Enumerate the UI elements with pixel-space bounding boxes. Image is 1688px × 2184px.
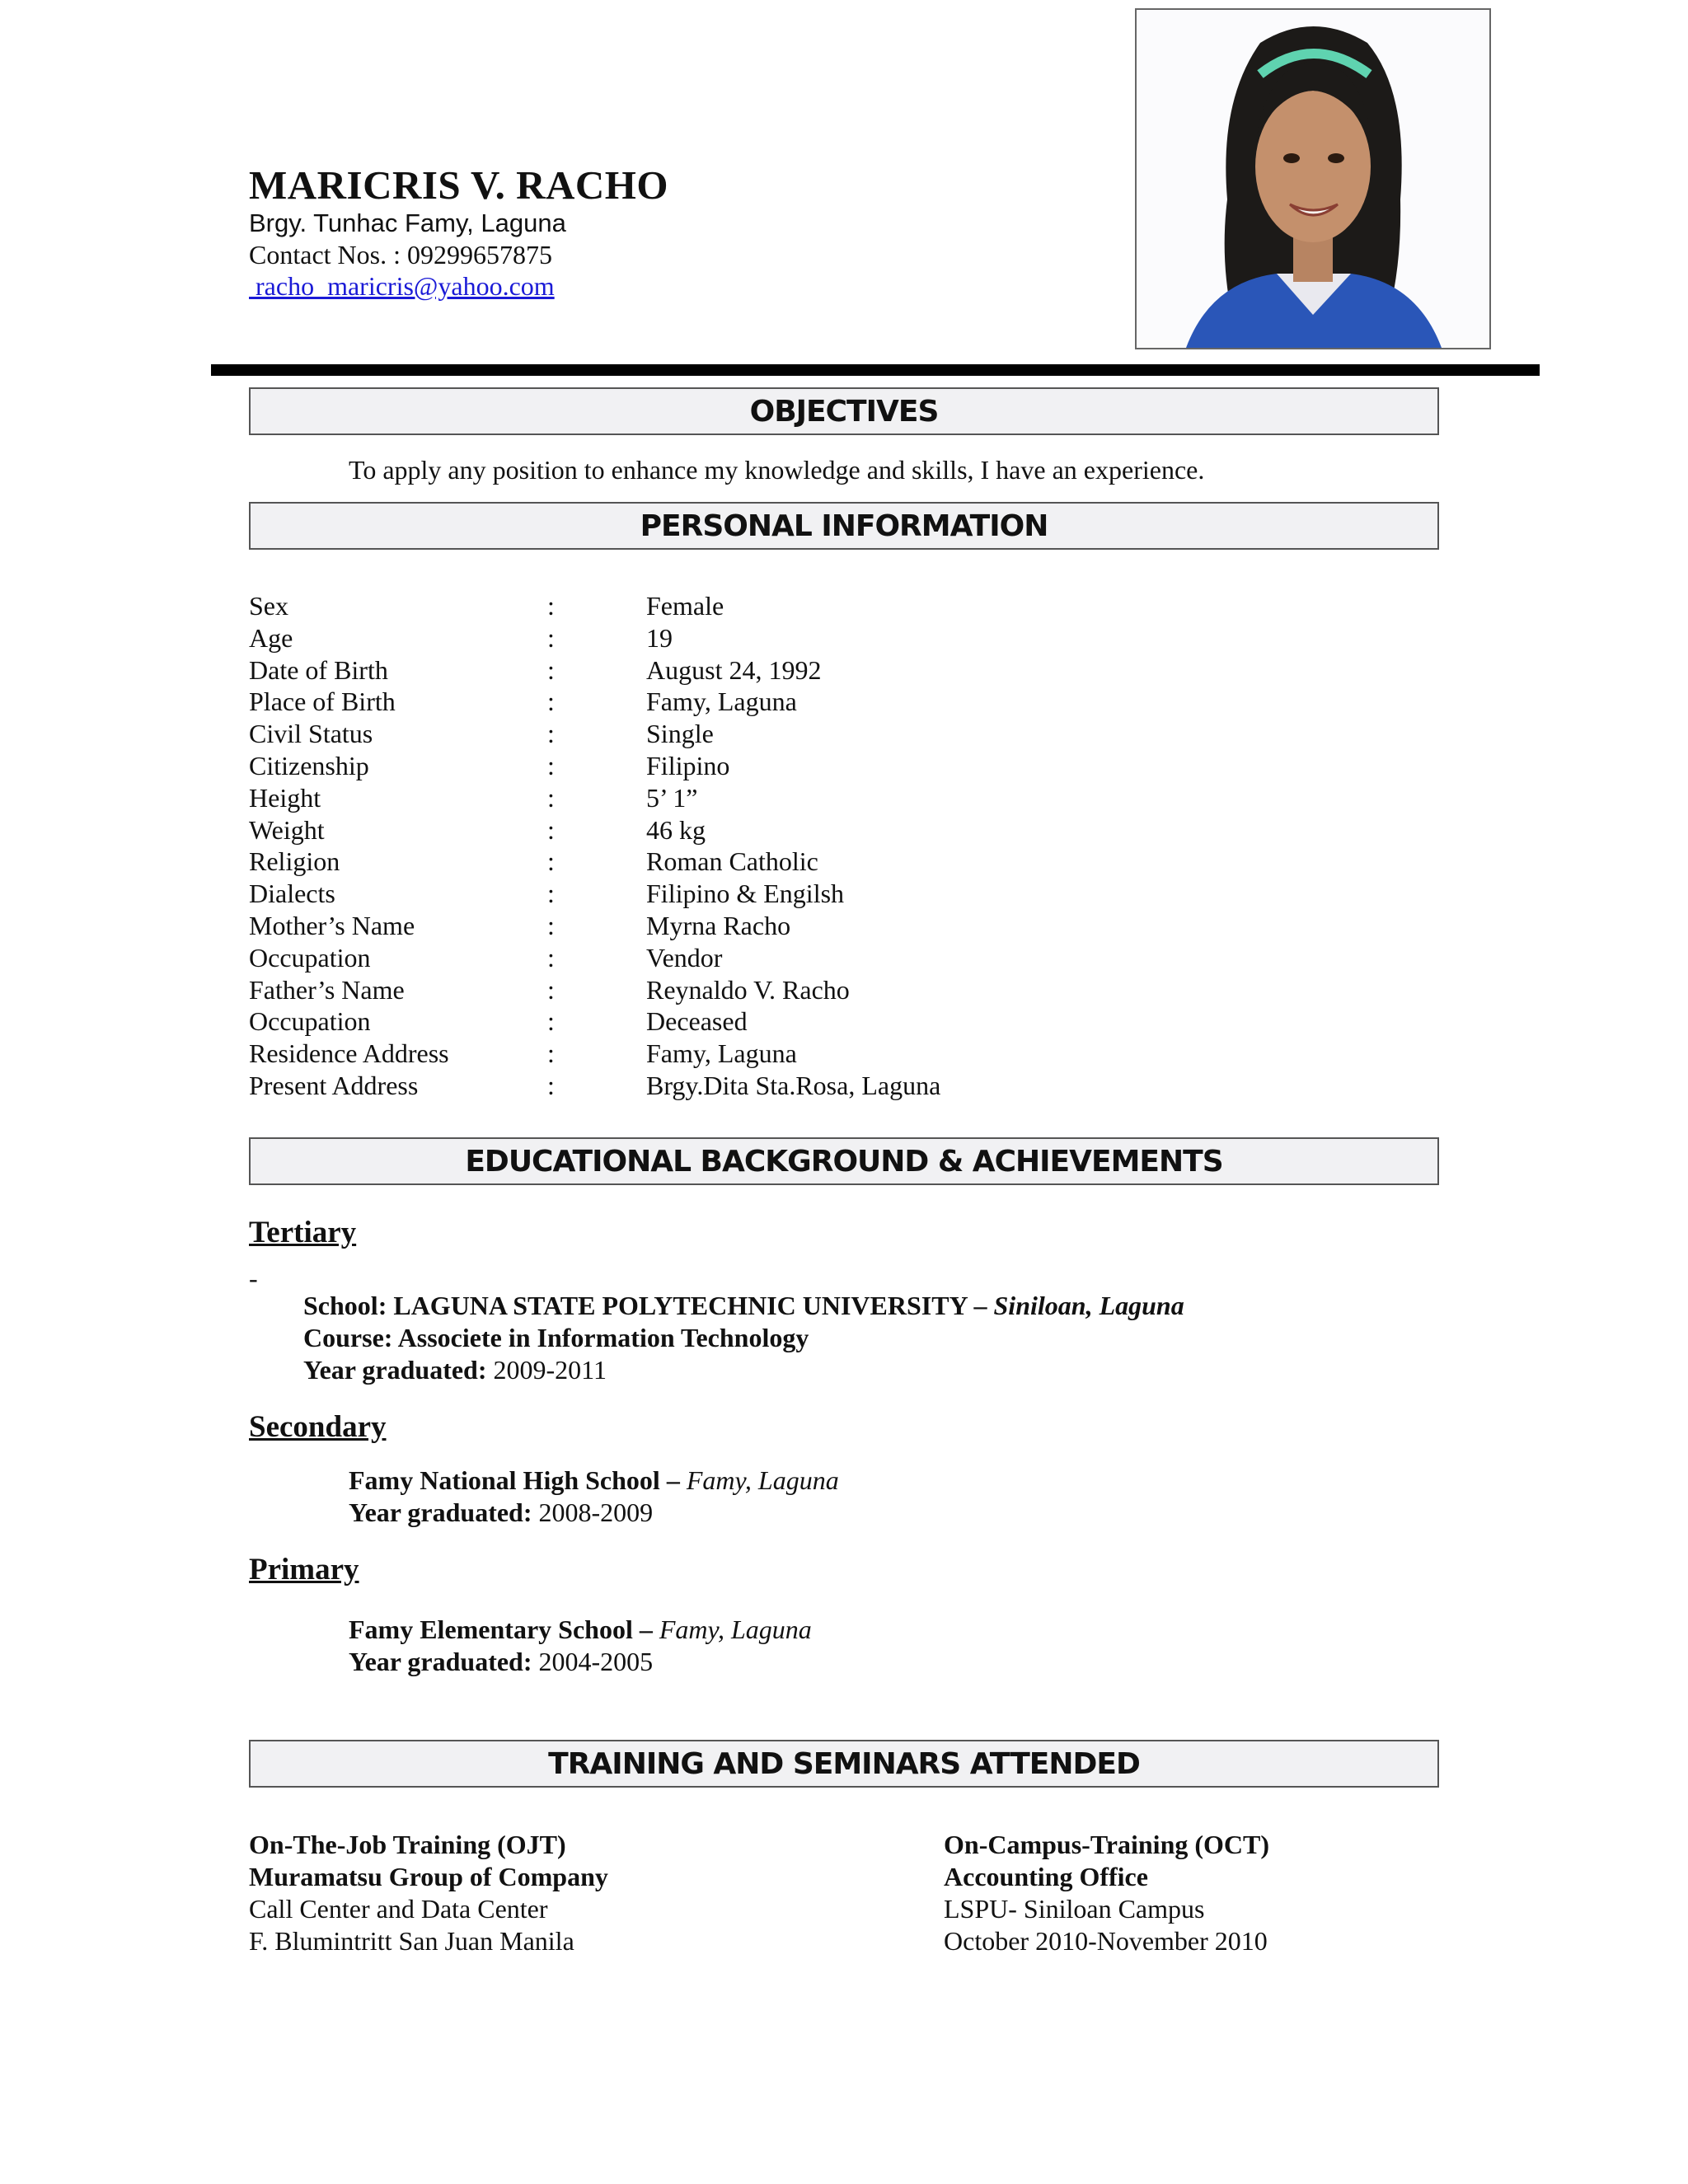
tertiary-year-label: Year graduated:	[303, 1355, 487, 1385]
personal-info-label: Religion	[249, 846, 340, 877]
personal-info-row	[249, 590, 1238, 622]
personal-info-label: Civil Status	[249, 719, 373, 749]
tertiary-dash: -	[249, 1263, 258, 1293]
personal-info-separator: :	[547, 846, 555, 877]
oct-line2: October 2010-November 2010	[944, 1926, 1268, 1956]
personal-info-separator: :	[547, 782, 555, 813]
personal-info-separator: :	[547, 1006, 555, 1037]
tertiary-year	[303, 1354, 607, 1386]
personal-info-separator: :	[547, 1070, 555, 1100]
personal-info-separator: :	[547, 719, 555, 749]
personal-info-value: 46 kg	[646, 814, 706, 845]
personal-info-separator: :	[547, 814, 555, 845]
tertiary-course: Course: Associete in Information Technology	[303, 1323, 809, 1352]
personal-info-value: Filipino & Engilsh	[646, 879, 845, 909]
personal-info-label: Occupation	[249, 942, 371, 972]
personal-info-row	[249, 814, 1238, 846]
oct-company: Accounting Office	[944, 1862, 1148, 1891]
personal-info-separator: :	[547, 1038, 555, 1069]
personal-info-row	[249, 718, 1238, 750]
personal-info-row	[249, 1070, 1238, 1102]
personal-info-row	[249, 1038, 1238, 1070]
tertiary-school-name: School: LAGUNA STATE POLYTECHNIC UNIVERSITY –	[303, 1291, 987, 1320]
personal-info-value: Myrna Racho	[646, 910, 791, 940]
personal-info-label: Citizenship	[249, 750, 369, 780]
personal-info-label: Occupation	[249, 1006, 371, 1037]
secondary-school-location: Famy, Laguna	[686, 1465, 839, 1495]
personal-info-value: 5’ 1”	[646, 782, 698, 813]
personal-info-separator: :	[547, 910, 555, 940]
personal-info-label: Dialects	[249, 879, 335, 909]
applicant-address: Brgy. Tunhac Famy, Laguna	[249, 209, 566, 237]
tertiary-school-location: Siniloan, Laguna	[993, 1291, 1184, 1320]
personal-info-label: Place of Birth	[249, 687, 396, 717]
personal-info-value: Single	[646, 719, 714, 749]
training-header: TRAINING AND SEMINARS ATTENDED	[249, 1740, 1439, 1788]
personal-info-header: PERSONAL INFORMATION	[249, 502, 1439, 550]
personal-info-label: Present Address	[249, 1070, 419, 1100]
secondary-school-name: Famy National High School –	[349, 1465, 680, 1495]
personal-info-label: Residence Address	[249, 1038, 449, 1069]
personal-info-value: Roman Catholic	[646, 846, 818, 877]
personal-info-row	[249, 622, 1238, 654]
secondary-year-value: 2008-2009	[538, 1497, 654, 1527]
objectives-header: OBJECTIVES	[249, 387, 1439, 435]
secondary-year	[349, 1497, 653, 1529]
personal-info-separator: :	[547, 750, 555, 780]
personal-info-row	[249, 910, 1238, 942]
header-divider	[211, 364, 1540, 376]
personal-info-row	[249, 654, 1238, 687]
ojt-company: Muramatsu Group of Company	[249, 1862, 608, 1891]
primary-year	[349, 1646, 653, 1678]
primary-school-location: Famy, Laguna	[659, 1615, 812, 1644]
oct-line1: LSPU- Siniloan Campus	[944, 1894, 1205, 1924]
personal-info-row	[249, 686, 1238, 718]
primary-school-name: Famy Elementary School –	[349, 1615, 653, 1644]
personal-info-label: Height	[249, 782, 321, 813]
personal-info-label: Father’s Name	[249, 974, 405, 1005]
personal-info-separator: :	[547, 942, 555, 972]
personal-info-value: Vendor	[646, 942, 723, 972]
personal-info-value: August 24, 1992	[646, 654, 822, 685]
primary-year-value: 2004-2005	[538, 1647, 654, 1676]
tertiary-heading: Tertiary	[249, 1216, 357, 1249]
training-ojt	[249, 1829, 608, 1957]
personal-info-separator: :	[547, 622, 555, 653]
personal-info-row	[249, 846, 1238, 878]
primary-year-label: Year graduated:	[349, 1647, 532, 1676]
email-text: racho_maricris@yahoo.com	[256, 271, 555, 301]
personal-info-row	[249, 782, 1238, 814]
secondary-school	[349, 1465, 839, 1497]
ojt-line2: F. Blumintritt San Juan Manila	[249, 1926, 574, 1956]
personal-info-value: 19	[646, 622, 673, 653]
ojt-title: On-The-Job Training (OJT)	[249, 1830, 566, 1859]
portrait-illustration	[1137, 10, 1489, 348]
personal-info-row	[249, 942, 1238, 974]
personal-info-value: Female	[646, 591, 724, 621]
personal-info-value: Reynaldo V. Racho	[646, 974, 850, 1005]
personal-info-label: Mother’s Name	[249, 910, 415, 940]
primary-heading: Primary	[249, 1553, 359, 1586]
personal-info-separator: :	[547, 974, 555, 1005]
personal-info-value: Famy, Laguna	[646, 687, 797, 717]
profile-photo	[1135, 8, 1491, 349]
personal-info-row	[249, 974, 1238, 1006]
personal-info-row	[249, 878, 1238, 910]
training-oct	[944, 1829, 1269, 1957]
personal-info-separator: :	[547, 654, 555, 685]
personal-info-separator: :	[547, 879, 555, 909]
education-header: EDUCATIONAL BACKGROUND & ACHIEVEMENTS	[249, 1137, 1439, 1185]
tertiary-school	[303, 1290, 1184, 1322]
email-link[interactable]	[249, 270, 555, 302]
personal-info-label: Date of Birth	[249, 654, 388, 685]
personal-info-label: Weight	[249, 814, 325, 845]
applicant-name: MARICRIS V. RACHO	[249, 162, 669, 208]
secondary-year-label: Year graduated:	[349, 1497, 532, 1527]
personal-info-value: Famy, Laguna	[646, 1038, 797, 1069]
personal-info-table	[249, 590, 1238, 1102]
personal-info-row	[249, 1005, 1238, 1038]
contact-number: Contact Nos. : 09299657875	[249, 240, 552, 269]
secondary-heading: Secondary	[249, 1410, 387, 1444]
personal-info-label: Sex	[249, 591, 288, 621]
oct-title: On-Campus-Training (OCT)	[944, 1830, 1270, 1859]
personal-info-value: Deceased	[646, 1006, 748, 1037]
personal-info-label: Age	[249, 622, 293, 653]
personal-info-separator: :	[547, 687, 555, 717]
primary-school	[349, 1614, 812, 1646]
ojt-line1: Call Center and Data Center	[249, 1894, 548, 1924]
objective-text: To apply any position to enhance my knowledge and skills, I have an experience.	[349, 455, 1205, 485]
personal-info-row	[249, 750, 1238, 782]
personal-info-separator: :	[547, 591, 555, 621]
tertiary-year-value: 2009-2011	[493, 1355, 607, 1385]
personal-info-value: Filipino	[646, 750, 730, 780]
personal-info-value: Brgy.Dita Sta.Rosa, Laguna	[646, 1070, 941, 1100]
